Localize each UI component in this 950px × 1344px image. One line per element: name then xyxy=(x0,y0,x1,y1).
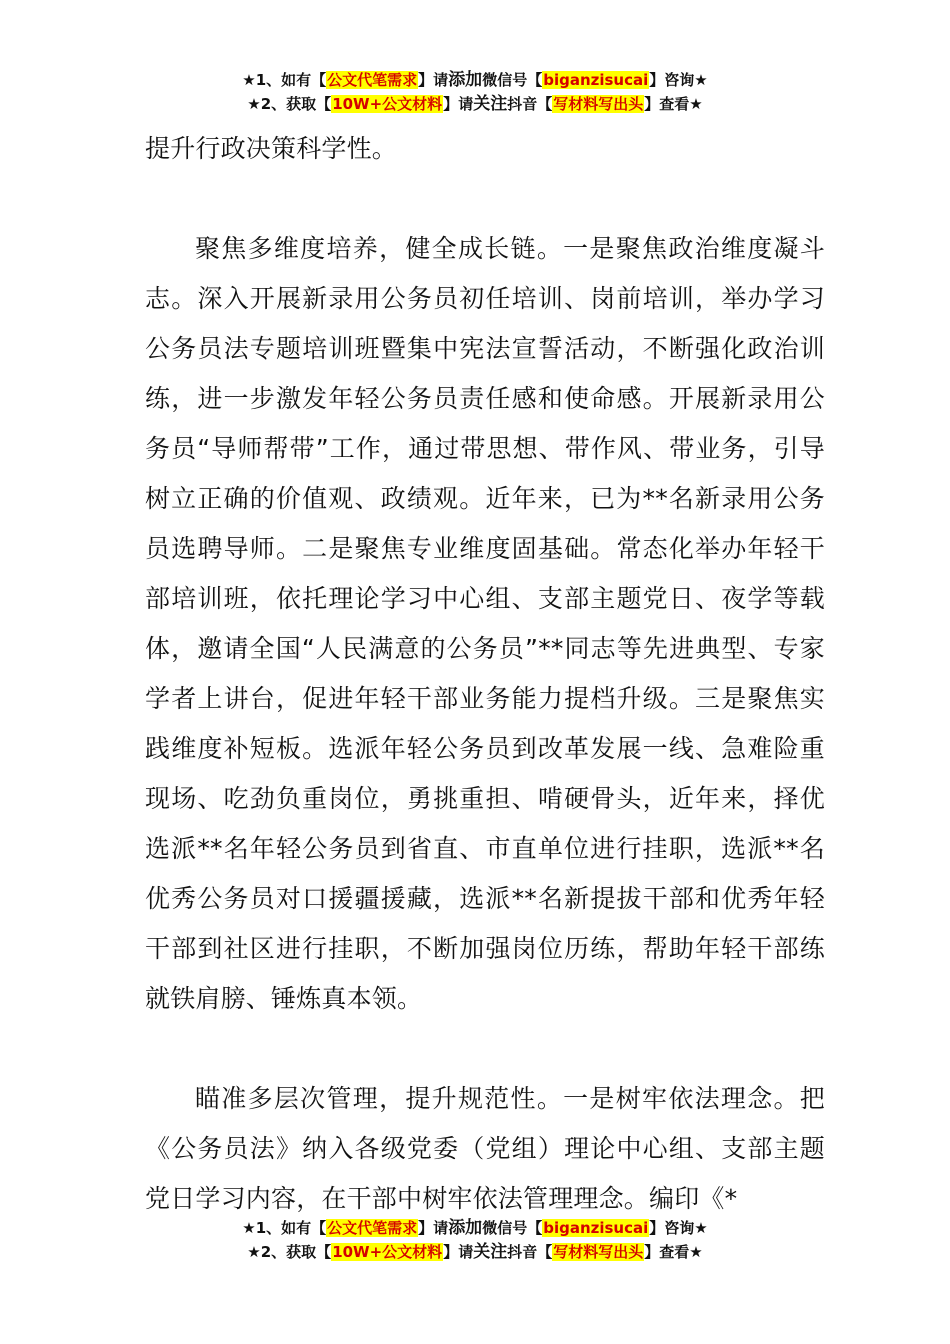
promo-text: ★2、获取【 xyxy=(247,95,332,113)
promo-highlight-materials: 10W+公文材料 xyxy=(332,1243,443,1261)
promo-highlight-wechat-id: biganzisucai xyxy=(543,1219,649,1237)
promo-header xyxy=(0,68,950,116)
promo-emphasis: 关注 xyxy=(473,94,508,114)
promo-text: ★1、如有【 xyxy=(242,71,327,89)
promo-text: 抖音【 xyxy=(507,95,553,113)
promo-text: 】请 xyxy=(418,71,449,89)
promo-text: 】请 xyxy=(418,1219,449,1237)
promo-highlight-service: 公文代笔需求 xyxy=(327,1219,418,1237)
promo-text: ★2、获取【 xyxy=(247,1243,332,1261)
promo-text: 微信号【 xyxy=(482,1219,543,1237)
document-body xyxy=(145,124,825,1224)
promo-text: ★1、如有【 xyxy=(242,1219,327,1237)
promo-emphasis: 添加 xyxy=(448,70,483,90)
promo-text: 】查看★ xyxy=(644,1243,703,1261)
promo-highlight-douyin: 写材料写出头 xyxy=(553,1243,644,1261)
promo-text: 】咨询★ xyxy=(649,71,708,89)
promo-text: 】查看★ xyxy=(644,95,703,113)
promo-line-1 xyxy=(0,68,950,92)
paragraph-management: 瞄准多层次管理，提升规范性。一是树牢依法理念。把《公务员法》纳入各级党委（党组）理论中心组、支部主题党日学习内容，在干部中树牢依法管理理念。编印《* xyxy=(145,1084,825,1213)
promo-text: 】请 xyxy=(443,1243,474,1261)
promo-line-2 xyxy=(0,92,950,116)
promo-emphasis: 关注 xyxy=(473,1242,508,1262)
paragraph-cultivation: 聚焦多维度培养，健全成长链。一是聚焦政治维度凝斗志。深入开展新录用公务员初任培训、岗前培训，举办学习公务员法专题培训班暨集中宪法宣誓活动，不断强化政治训练，进一步激发年轻公务员责任感和使命感。开展新录用公务员“导师帮带”工作，通过带思想、带作风、带业务，引导树立正确的价值观、政绩观。近年来，已为**名新录用公务员选聘导师。二是聚焦专业维度固基础。常态化举办年轻干部培训班，依托理论学习中心组、支部主题党日、夜学等载体，邀请全国“人民满意的公务员”**同志等先进典型、专家学者上讲台，促进年轻干部业务能力提档升级。三是聚焦实践维度补短板。选派年轻公务员到改革发展一线、急难险重现场、吃劲负重岗位，勇挑重担、啃硬骨头，近年来，择优选派**名年轻公务员到省直、市直单位进行挂职，选派**名优秀公务员对口援疆援藏，选派**名新提拔干部和优秀年轻干部到社区进行挂职，不断加强岗位历练，帮助年轻干部练就铁肩膀、锤炼真本领。 xyxy=(145,234,825,1013)
promo-text: 】请 xyxy=(443,95,474,113)
promo-emphasis: 添加 xyxy=(448,1218,483,1238)
promo-highlight-service: 公文代笔需求 xyxy=(327,71,418,89)
paragraph-gap xyxy=(145,1024,825,1074)
promo-line-2 xyxy=(0,1240,950,1264)
promo-highlight-wechat-id: biganzisucai xyxy=(543,71,649,89)
promo-line-1 xyxy=(0,1216,950,1240)
promo-highlight-materials: 10W+公文材料 xyxy=(332,95,443,113)
promo-text: 】咨询★ xyxy=(649,1219,708,1237)
lead-line: 提升行政决策科学性。 xyxy=(145,134,398,163)
promo-text: 微信号【 xyxy=(482,71,543,89)
paragraph-gap xyxy=(145,174,825,224)
promo-text: 抖音【 xyxy=(507,1243,553,1261)
promo-footer xyxy=(0,1216,950,1264)
promo-highlight-douyin: 写材料写出头 xyxy=(553,95,644,113)
